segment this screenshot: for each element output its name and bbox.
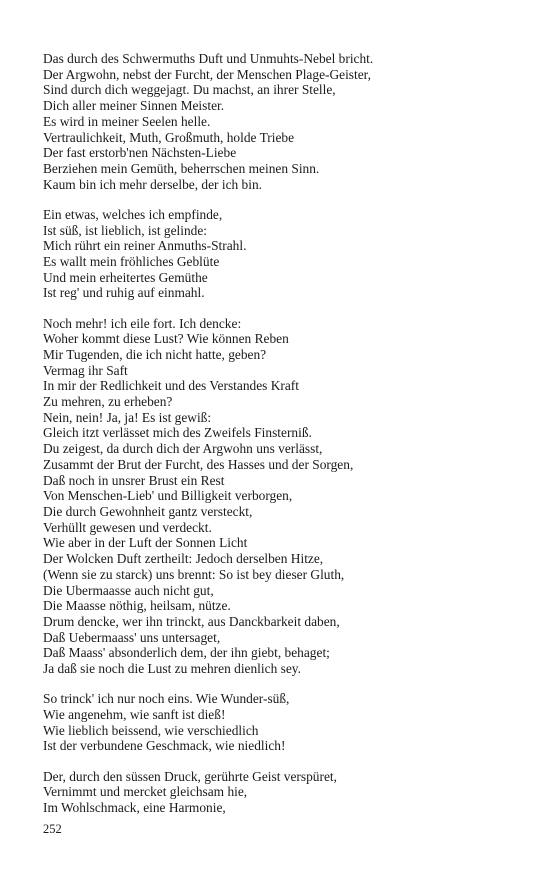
poem-line: Gleich itzt verlässet mich des Zweifels Finsterniß. bbox=[43, 425, 312, 441]
poem-line: Noch mehr! ich eile fort. Ich dencke: bbox=[43, 315, 242, 331]
poem-line: So trinck' ich nur noch eins. Wie Wunder-süß, bbox=[43, 691, 290, 707]
poem-line: Ist reg' und ruhig auf einmahl. bbox=[43, 285, 205, 301]
poem-line: Sind durch dich weggejagt. Du machst, an ihrer Stelle, bbox=[43, 82, 336, 98]
poem-line: Woher kommt diese Lust? Wie können Reben bbox=[43, 331, 289, 347]
poem-line: Ja daß sie noch die Lust zu mehren dienlich sey. bbox=[43, 661, 301, 677]
stanza bbox=[43, 316, 523, 677]
poem-line: Daß Maass' absonderlich dem, der ihn giebt, behaget; bbox=[43, 645, 330, 661]
poem-line: Ein etwas, welches ich empfinde, bbox=[43, 206, 223, 222]
poem-line: Kaum bin ich mehr derselbe, der ich bin. bbox=[43, 176, 263, 192]
poem-line: Mir Tugenden, die ich nicht hatte, geben? bbox=[43, 346, 267, 362]
poem-line: Dich aller meiner Sinnen Meister. bbox=[43, 98, 225, 114]
poem-line: Vertraulichkeit, Muth, Großmuth, holde Triebe bbox=[43, 129, 295, 145]
poem-line: Es wird in meiner Seelen helle. bbox=[43, 113, 211, 129]
poem-line: In mir der Redlichkeit und des Verstandes Kraft bbox=[43, 378, 299, 394]
poem-line: Nein, nein! Ja, ja! Es ist gewiß: bbox=[43, 409, 212, 425]
stanza bbox=[43, 691, 523, 754]
poem-line: Die durch Gewohnheit gantz versteckt, bbox=[43, 503, 253, 519]
poem-line: Zu mehren, zu erheben? bbox=[43, 394, 173, 410]
poem-line: (Wenn sie zu starck) uns brennt: So ist bey dieser Gluth, bbox=[43, 566, 345, 582]
poem-line: Vermag ihr Saft bbox=[43, 362, 128, 378]
poem-line: Von Menschen-Lieb' und Billigkeit verborgen, bbox=[43, 488, 293, 504]
page-number: 252 bbox=[43, 822, 62, 836]
poem-line: Der, durch den süssen Druck, gerührte Geist verspüret, bbox=[43, 768, 337, 784]
poem-text bbox=[43, 51, 523, 830]
poem-line: Der Wolcken Duft zertheilt: Jedoch derselben Hitze, bbox=[43, 551, 324, 567]
poem-line: Drum dencke, wer ihn trinckt, aus Danckbarkeit daben, bbox=[43, 613, 340, 629]
poem-line: Es wallt mein fröhliches Geblüte bbox=[43, 253, 220, 269]
poem-line: Ist der verbundene Geschmack, wie niedlich! bbox=[43, 738, 286, 754]
poem-line: Verhüllt gewesen und verdeckt. bbox=[43, 519, 212, 535]
poem-line: Der fast erstorb'nen Nächsten-Liebe bbox=[43, 145, 237, 161]
poem-line: Und mein erheitertes Gemüthe bbox=[43, 269, 208, 285]
stanza bbox=[43, 207, 523, 301]
poem-line: Im Wohlschmack, eine Harmonie, bbox=[43, 799, 226, 815]
poem-line: Die Ubermaasse auch nicht gut, bbox=[43, 582, 214, 598]
poem-line: Berziehen mein Gemüth, beherrschen meinen Sinn. bbox=[43, 160, 320, 176]
poem-line: Daß noch in unsrer Brust ein Rest bbox=[43, 472, 225, 488]
poem-line: Daß Uebermaass' uns untersaget, bbox=[43, 629, 221, 645]
stanza bbox=[43, 51, 523, 192]
stanza bbox=[43, 769, 523, 816]
poem-line: Du zeigest, da durch dich der Argwohn uns verlässt, bbox=[43, 441, 323, 457]
poem-line: Wie lieblich beissend, wie verschiedlich bbox=[43, 722, 259, 738]
poem-line: Das durch des Schwermuths Duft und Unmuhts-Nebel bricht. bbox=[43, 51, 374, 66]
poem-line: Wie aber in der Luft der Sonnen Licht bbox=[43, 535, 248, 551]
poem-line: Der Argwohn, nebst der Furcht, der Menschen Plage-Geister, bbox=[43, 66, 371, 82]
poem-line: Mich rührt ein reiner Anmuths-Strahl. bbox=[43, 238, 247, 254]
poem-line: Vernimmt und mercket gleichsam hie, bbox=[43, 784, 248, 800]
poem-line: Die Maasse nöthig, heilsam, nütze. bbox=[43, 598, 231, 614]
poem-line: Zusammt der Brut der Furcht, des Hasses und der Sorgen, bbox=[43, 456, 354, 472]
poem-line: Wie angenehm, wie sanft ist dieß! bbox=[43, 706, 226, 722]
poem-line: Ist süß, ist lieblich, ist gelinde: bbox=[43, 222, 208, 238]
